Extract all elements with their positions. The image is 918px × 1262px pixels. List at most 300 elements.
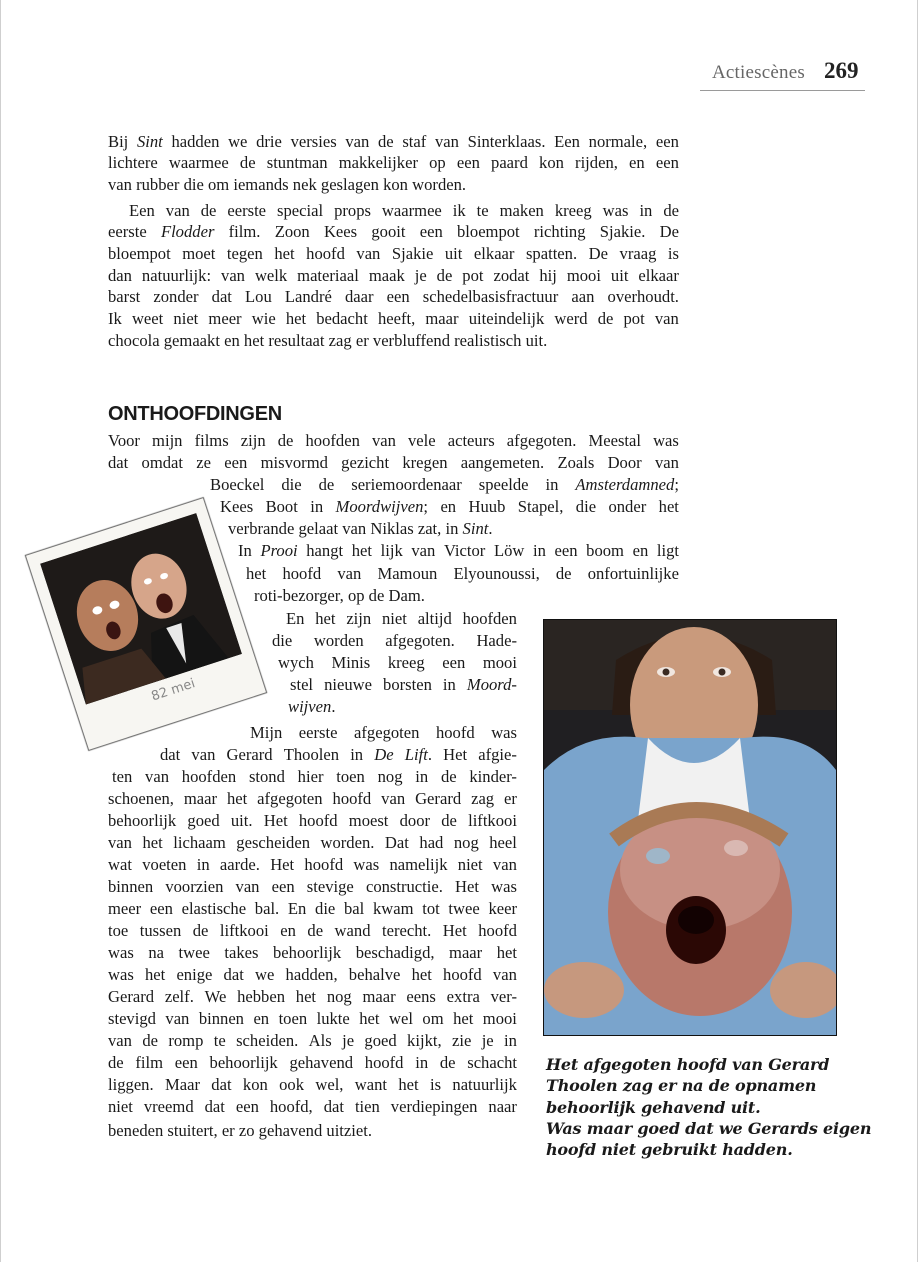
text-line (272, 630, 517, 652)
word: zijn (346, 609, 372, 628)
word: van (492, 965, 517, 984)
word: stond (248, 767, 285, 786)
word: van (381, 789, 406, 808)
word: die (575, 497, 597, 516)
word: we (255, 965, 275, 984)
word: borsten (383, 675, 432, 694)
word: om (422, 1009, 444, 1028)
word: heeft, (377, 309, 416, 328)
word: materiaal (297, 266, 359, 285)
word: het (285, 309, 307, 328)
word: te (213, 1031, 226, 1050)
word: hebben (237, 987, 285, 1006)
word: wel, (315, 1075, 344, 1094)
word: het (411, 965, 432, 984)
word: richting (533, 222, 586, 241)
word: nog (453, 833, 479, 852)
word: uiteindelijk (468, 309, 545, 328)
word: wych (278, 653, 314, 672)
word: Kees (220, 497, 254, 516)
word: toe (108, 921, 129, 940)
text-line: wijven. (288, 697, 336, 716)
text-line (108, 986, 517, 1008)
word: maken (499, 201, 544, 220)
word: van (221, 266, 245, 285)
word: kinder- (469, 767, 517, 786)
word: waarmee (381, 201, 442, 220)
word: was (491, 723, 517, 742)
word: Gerard (226, 745, 273, 764)
caption-line: behoorlijk gehavend uit. (546, 1097, 761, 1117)
word: tussen (139, 921, 182, 940)
word: maar (449, 943, 483, 962)
word: dan (108, 266, 132, 285)
word: staf (402, 132, 427, 151)
word: hadden, (285, 965, 338, 984)
word: is (429, 1075, 442, 1094)
word: Het (442, 921, 467, 940)
text-line (108, 286, 679, 308)
word: vraag (619, 244, 657, 263)
word: Hade- (476, 631, 517, 650)
word: Dat (384, 833, 409, 852)
word: eerste (227, 201, 267, 220)
word: stevige (306, 877, 354, 896)
word: worden. (320, 833, 375, 852)
word: films (194, 431, 229, 450)
text-line: chocola gemaakt en het resultaat zag er verbluffend realistisch uit. (108, 331, 548, 350)
text-line (112, 766, 517, 788)
word: speelde (478, 475, 529, 494)
word: behoorlijk (272, 943, 342, 962)
word: mooi (566, 266, 601, 285)
word: de (436, 266, 453, 285)
word: stevigd (108, 1009, 156, 1028)
word: bloempot (456, 222, 520, 241)
word: de (239, 153, 256, 172)
word: pot (462, 266, 484, 285)
word: een (655, 153, 679, 172)
word: Boeckel (210, 475, 265, 494)
word: het (295, 987, 317, 1006)
word: Sjakie (391, 244, 434, 263)
word: meer (208, 309, 242, 328)
word: de (377, 132, 394, 151)
word: lukte (316, 1009, 350, 1028)
word: behoorlijk (108, 811, 177, 830)
word: het (144, 965, 166, 984)
polaroid-illustration (40, 513, 242, 704)
word: het (359, 1009, 380, 1028)
word: het (351, 541, 372, 560)
word: toen (278, 1009, 308, 1028)
caption-line: Het afgegoten hoofd van Gerard (546, 1055, 830, 1074)
word: aan (571, 287, 595, 306)
word: heel (489, 833, 517, 852)
word: versies (290, 132, 337, 151)
word: van (191, 745, 216, 764)
word: tegen (226, 244, 263, 263)
word: Meestal (588, 431, 641, 450)
word: drie (256, 132, 282, 151)
word: Stapel, (517, 497, 564, 516)
word: die (272, 631, 293, 650)
word: het (398, 1075, 419, 1094)
word: Zoon (274, 222, 310, 241)
word: van (345, 132, 370, 151)
word: boom (586, 541, 624, 560)
word: van (165, 1009, 190, 1028)
word: schacht (467, 1053, 517, 1072)
head-cast-photo (543, 619, 837, 1036)
word: van (411, 541, 436, 560)
word: Kees (323, 222, 358, 241)
word: niet (173, 309, 199, 328)
text-line (210, 474, 679, 496)
word: eens (406, 987, 436, 1006)
running-head (700, 58, 865, 91)
word: zonder (153, 287, 199, 306)
word: uit (444, 244, 463, 263)
word: afgie- (478, 745, 517, 764)
word: van (434, 132, 459, 151)
page-edge-left (0, 0, 1, 1262)
word: want (354, 1075, 388, 1094)
word: had (419, 833, 444, 852)
word: Sint (136, 132, 163, 151)
word: Moord- (466, 675, 517, 694)
word: die (315, 899, 336, 918)
text-line (108, 854, 517, 876)
word: binnen (198, 1009, 244, 1028)
text-line (238, 540, 679, 562)
word: maak (368, 266, 405, 285)
word: paard (491, 153, 528, 172)
word: gehavend (289, 1053, 354, 1072)
word: de (307, 921, 324, 940)
word: een (224, 453, 248, 472)
word: dat (323, 1097, 344, 1116)
word: moest (348, 811, 389, 830)
word: de (142, 1031, 158, 1050)
word: lijk (380, 541, 403, 560)
text-line (108, 243, 679, 265)
word: Ik (108, 309, 122, 328)
word: Een (129, 201, 155, 220)
word: lichtere (108, 153, 158, 172)
word: afgegoten (257, 789, 323, 808)
word: En (286, 609, 305, 628)
word: Sjakie. (599, 222, 646, 241)
word: hoofd (478, 921, 517, 940)
word: afgegoten. (506, 431, 577, 450)
word: werd (554, 309, 588, 328)
text-line (250, 722, 517, 744)
word: het (658, 497, 679, 516)
text-line (278, 652, 517, 674)
word: je (481, 1031, 494, 1050)
word: een (655, 132, 679, 151)
word: afgegoten (354, 723, 420, 742)
text-line (129, 200, 679, 222)
word: kwam (372, 899, 414, 918)
text-line (108, 788, 517, 810)
word: dat (223, 965, 244, 984)
word: Minis (331, 653, 371, 672)
text-line (108, 1074, 517, 1096)
text-line (108, 1030, 517, 1052)
word: in (442, 675, 456, 694)
word: zie (451, 1031, 472, 1050)
word: tien (354, 1097, 380, 1116)
word: verdiepingen (390, 1097, 478, 1116)
text-line: van rubber die om iemands nek geslagen kon worden. (108, 175, 467, 194)
word: hoofden (462, 609, 517, 628)
word: spatten. (525, 244, 578, 263)
word: Door (607, 453, 642, 472)
word: in (350, 745, 364, 764)
caption-line: hoofd niet gebruikt hadden. (546, 1140, 793, 1160)
word: Een (554, 132, 580, 151)
caption-line: Thoolen zag er na de opnamen (546, 1076, 817, 1096)
word: een (174, 1053, 198, 1072)
word: elkaar (473, 244, 515, 263)
text-line (108, 221, 679, 243)
word: voorzien (165, 877, 224, 896)
text-line (108, 1096, 517, 1118)
word: en (632, 541, 649, 560)
word: Landré (284, 287, 332, 306)
word: de (200, 201, 217, 220)
photo-caption (546, 1054, 872, 1160)
word: weet (131, 309, 164, 328)
word: de (439, 1053, 456, 1072)
word: Löw (493, 541, 525, 560)
word: zelf. (164, 987, 194, 1006)
text-line (108, 131, 679, 153)
word: ze (196, 453, 212, 472)
word: was (653, 431, 679, 450)
word: mijn (152, 431, 183, 450)
polaroid-handwriting: 82 mei (149, 676, 197, 705)
section-heading: ONTHOOFDINGEN (108, 403, 282, 425)
word: maar (425, 309, 459, 328)
word: het (315, 609, 336, 628)
word: wie (251, 309, 276, 328)
word: van (492, 855, 517, 874)
word: van (337, 564, 362, 583)
word: zijn (240, 431, 266, 450)
text-line (246, 563, 679, 585)
word: er (504, 789, 517, 808)
word: hoofd (298, 811, 338, 830)
word: elastische (181, 899, 247, 918)
word: toen (336, 767, 365, 786)
word: afgegoten. (385, 631, 455, 650)
word: natuurlijk (452, 1075, 517, 1094)
word: romp (168, 1031, 204, 1050)
word: hoofd (306, 244, 345, 263)
word: goed (364, 1031, 397, 1050)
word: nog (377, 767, 403, 786)
word: kreeg (387, 653, 425, 672)
word: zodat (493, 266, 530, 285)
word: van (108, 1031, 132, 1050)
word: de (441, 811, 457, 830)
word: dat (211, 1075, 232, 1094)
word: misvormd (260, 453, 328, 472)
word: We (204, 987, 227, 1006)
word: bedacht (316, 309, 368, 328)
word: een (554, 541, 578, 560)
word: Als (308, 1031, 332, 1050)
polaroid-image (40, 513, 242, 704)
word: in (639, 201, 653, 220)
word: een (271, 877, 295, 896)
text-line (108, 832, 517, 854)
word: niet (457, 855, 483, 874)
text-line: beneden stuitert, er zo gehavend uitziet. (108, 1121, 373, 1140)
word: wel (388, 1009, 413, 1028)
text-line (108, 810, 517, 832)
word: hoofden (305, 431, 360, 450)
word: gezicht (341, 453, 390, 472)
word: en (253, 1009, 270, 1028)
word: Boot (265, 497, 298, 516)
word: Lift. (404, 745, 432, 764)
text-line (108, 308, 679, 330)
word: kijkt, (407, 1031, 442, 1050)
word: props (334, 201, 371, 220)
word: moet (182, 244, 216, 263)
word: van (654, 309, 679, 328)
word: en (440, 497, 457, 516)
word: te (476, 201, 489, 220)
text-line (108, 152, 679, 174)
text-line (108, 1008, 517, 1030)
word: je (414, 266, 427, 285)
word: maar (183, 789, 217, 808)
word: uit (610, 266, 629, 285)
word: rijden, (575, 153, 618, 172)
word: voeten (142, 855, 187, 874)
word: in (504, 1031, 517, 1050)
word: stel (290, 675, 314, 694)
word: dat (108, 453, 129, 472)
text-line (160, 744, 517, 766)
word: van (654, 453, 679, 472)
word: Het (443, 745, 468, 764)
word: dat (211, 287, 232, 306)
word: in (545, 475, 559, 494)
word: niet (108, 1097, 133, 1116)
word: Gerard (108, 987, 155, 1006)
word: het (226, 789, 248, 808)
word: vele (408, 431, 436, 450)
word: je (342, 1031, 355, 1050)
word: van (356, 244, 381, 263)
word: hoofd, (269, 1097, 313, 1116)
word: kreeg (554, 201, 592, 220)
word: een (419, 222, 443, 241)
word: uit. (230, 811, 253, 830)
word: zag (471, 789, 495, 808)
word: gescheiden (236, 833, 310, 852)
word: Mijn (250, 723, 283, 742)
word: meer (108, 899, 142, 918)
head-cast-illustration (544, 620, 836, 1035)
text-line (108, 920, 517, 942)
word: dat (160, 745, 181, 764)
word: ligt (656, 541, 679, 560)
word: wand (334, 921, 371, 940)
word: onfortuinlijke (587, 564, 679, 583)
word: constructie. (365, 877, 443, 896)
word: een (386, 287, 410, 306)
word: het (142, 833, 163, 852)
word: Het (455, 877, 480, 896)
word: Moordwijven; (335, 497, 429, 516)
word: Thoolen (283, 745, 340, 764)
word: hoofd (364, 1053, 404, 1072)
word: twee (448, 899, 480, 918)
word: van (371, 431, 396, 450)
word: ver- (490, 987, 517, 1006)
word: de (192, 921, 209, 940)
word: ook (279, 1075, 305, 1094)
text-line (108, 265, 679, 287)
word: Maar (164, 1075, 200, 1094)
word: in (415, 767, 429, 786)
word: hoofd (304, 855, 344, 874)
word: beschadigd, (355, 943, 435, 962)
word: bal. (254, 899, 280, 918)
word: in (415, 1053, 429, 1072)
word: de (277, 431, 294, 450)
word: liggen. (108, 1075, 154, 1094)
word: kon (539, 153, 564, 172)
word: een (235, 1097, 259, 1116)
word: hoofd (443, 965, 482, 984)
text-line (290, 674, 517, 696)
word: Prooi (260, 541, 298, 560)
word: binnen (108, 877, 154, 896)
word: Victor (443, 541, 486, 560)
word: de (597, 309, 614, 328)
word: na (148, 943, 164, 962)
word: enige (176, 965, 213, 984)
word: goed (187, 811, 220, 830)
word: het (246, 564, 267, 583)
word: wat (108, 855, 132, 874)
word: hoofd (435, 723, 475, 742)
word: in (532, 541, 546, 560)
word: overhoudt. (607, 287, 679, 306)
word: De (588, 244, 608, 263)
word: elkaar (638, 266, 679, 285)
word: seriemoordenaar (351, 475, 462, 494)
word: kon (242, 1075, 268, 1094)
word: takes (224, 943, 259, 962)
word: het (274, 244, 295, 263)
word: bal (343, 899, 365, 918)
word: de (440, 767, 457, 786)
word: de (108, 1053, 124, 1072)
word: hoofd (332, 789, 372, 808)
word: natuurlijk: (141, 266, 212, 285)
word: En (287, 899, 307, 918)
word: het (496, 943, 517, 962)
